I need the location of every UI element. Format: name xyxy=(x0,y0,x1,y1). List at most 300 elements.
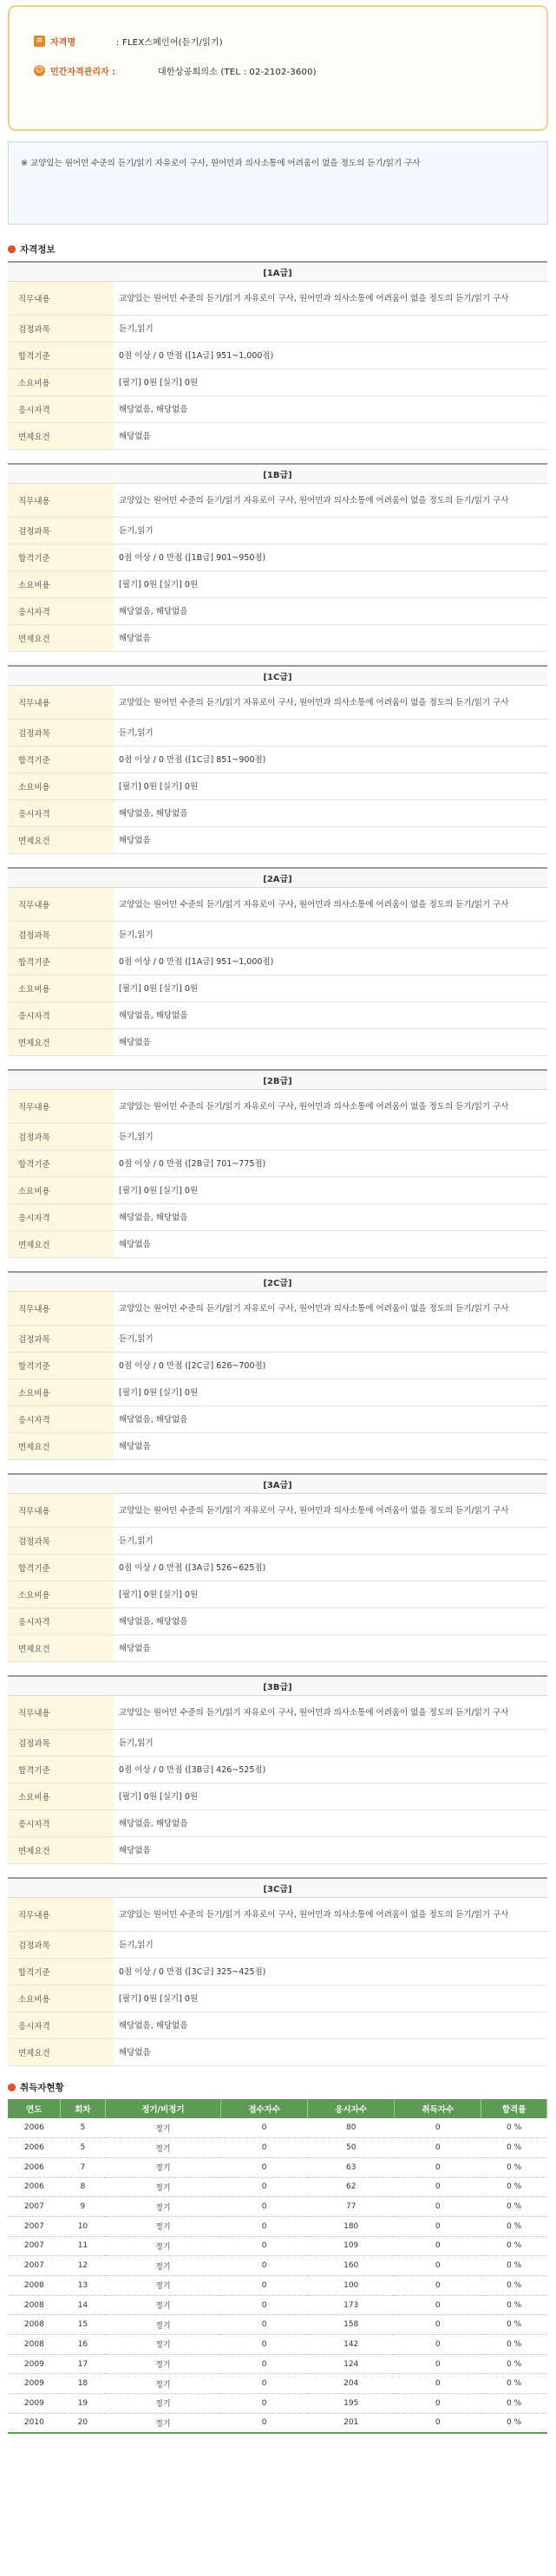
grade-row-label: 소요비용 xyxy=(8,1986,114,2012)
table-body xyxy=(8,2118,547,2433)
grade-row-subjects xyxy=(8,316,547,342)
table-cell: 0 xyxy=(395,2315,481,2335)
table-cell: 0 % xyxy=(481,2216,547,2236)
table-cell: 0 xyxy=(221,2197,308,2217)
table-cell: 12 xyxy=(61,2256,105,2276)
grade-row-value: 해당없음, 해당없음 xyxy=(119,808,188,818)
grade-row-label: 직무내용 xyxy=(8,484,114,517)
summary-bullet: ※ xyxy=(21,159,28,168)
grade-row-exemption xyxy=(8,625,547,652)
grade-row-exemption xyxy=(8,827,547,854)
grade-row-value: 0점 이상 / 0 만점 ([3C급] 325~425점) xyxy=(119,1966,266,1977)
table-cell: 0 % xyxy=(481,2354,547,2374)
table-cell: 0 % xyxy=(481,2118,547,2138)
grade-row-value: 교양있는 원어민 수준의 듣기/읽기 자유로이 구사, 원어민과 의사소통에 어려움이 없을 정도의 듣기/읽기 구사 xyxy=(119,1505,509,1516)
grade-block xyxy=(8,1877,547,2066)
grade-row-label: 면제요건 xyxy=(8,1837,114,1863)
grade-row-value: 해당없음 xyxy=(119,431,151,441)
table-cell: 0 xyxy=(395,2256,481,2276)
grade-row-eligibility xyxy=(8,1608,547,1635)
grade-row-label: 응시자격 xyxy=(8,1406,114,1432)
acquisition-stats-table xyxy=(8,2099,547,2434)
table-cell: 2007 xyxy=(8,2197,61,2217)
grade-row-duty xyxy=(8,282,547,316)
table-cell: 0 xyxy=(395,2394,481,2414)
table-cell: 정기 xyxy=(105,2256,221,2276)
section-title-stats xyxy=(8,2080,548,2094)
grade-row-value: 0점 이상 / 0 만점 ([1C급] 851~900점) xyxy=(119,754,266,765)
grade-row-duty xyxy=(8,1090,547,1124)
table-row xyxy=(8,2413,547,2433)
grade-row-value: 듣기,읽기 xyxy=(119,727,154,738)
table-cell: 정기 xyxy=(105,2236,221,2256)
table-row xyxy=(8,2394,547,2414)
grade-row-label: 합격기준 xyxy=(8,1757,114,1783)
table-cell: 0 xyxy=(395,2177,481,2197)
grade-row-value: 교양있는 원어민 수준의 듣기/읽기 자유로이 구사, 원어민과 의사소통에 어려움이 없을 정도의 듣기/읽기 구사 xyxy=(119,1303,509,1314)
table-cell: 20 xyxy=(61,2413,105,2433)
grade-row-value: 듣기,읽기 xyxy=(119,1940,154,1950)
grade-row-exemption xyxy=(8,1231,547,1258)
qualification-org-row xyxy=(22,61,534,80)
qualification-name-row xyxy=(22,31,534,50)
grade-row-label: 직무내용 xyxy=(8,1696,114,1729)
grade-row-value: 해당없음, 해당없음 xyxy=(119,1414,188,1425)
table-cell: 정기 xyxy=(105,2315,221,2335)
grade-row-value: 해당없음, 해당없음 xyxy=(119,1010,188,1021)
grade-row-value: 0점 이상 / 0 만점 ([2B급] 701~775점) xyxy=(119,1158,266,1169)
column-header: 합격률 xyxy=(481,2099,547,2118)
table-cell: 2006 xyxy=(8,2138,61,2158)
grade-row-label: 면제요건 xyxy=(8,625,114,651)
table-cell: 0 xyxy=(221,2413,308,2433)
grade-row-pass xyxy=(8,1757,547,1784)
grade-row-value: 듣기,읽기 xyxy=(119,1536,154,1546)
grade-row-exemption xyxy=(8,1635,547,1662)
table-cell: 0 xyxy=(221,2276,308,2296)
grade-row-pass xyxy=(8,545,547,571)
grade-row-eligibility xyxy=(8,1002,547,1029)
grade-row-value: 듣기,읽기 xyxy=(119,1131,154,1142)
column-header: 연도 xyxy=(8,2099,61,2118)
qualification-summary xyxy=(8,141,548,225)
grade-title: [2A급] xyxy=(8,869,547,888)
grade-block xyxy=(8,867,547,1056)
grade-row-label: 소요비용 xyxy=(8,773,114,799)
grade-row-value: 듣기,읽기 xyxy=(119,929,154,940)
grade-row-label: 직무내용 xyxy=(8,1494,114,1527)
grade-row-label: 검정과목 xyxy=(8,316,114,342)
grade-row-value: 교양있는 원어민 수준의 듣기/읽기 자유로이 구사, 원어민과 의사소통에 어려움이 없을 정도의 듣기/읽기 구사 xyxy=(119,899,509,910)
grade-row-value: [필기] 0원 [실기] 0원 xyxy=(119,983,199,994)
table-cell: 158 xyxy=(308,2315,395,2335)
grade-row-label: 응시자격 xyxy=(8,1204,114,1230)
table-cell: 2009 xyxy=(8,2354,61,2374)
grade-row-label: 합격기준 xyxy=(8,1151,114,1177)
grade-row-label: 합격기준 xyxy=(8,1353,114,1379)
grade-block xyxy=(8,463,547,652)
table-cell: 19 xyxy=(61,2394,105,2414)
table-row xyxy=(8,2335,547,2355)
table-cell: 정기 xyxy=(105,2354,221,2374)
table-cell: 2008 xyxy=(8,2276,61,2296)
grade-row-exemption xyxy=(8,1837,547,1864)
grade-row-value: 해당없음 xyxy=(119,1845,151,1855)
grade-row-subjects xyxy=(8,1730,547,1757)
grade-row-value: 해당없음, 해당없음 xyxy=(119,404,188,414)
grade-row-value: 교양있는 원어민 수준의 듣기/읽기 자유로이 구사, 원어민과 의사소통에 어려움이 없을 정도의 듣기/읽기 구사 xyxy=(119,1101,509,1112)
table-cell: 109 xyxy=(308,2236,395,2256)
table-cell: 정기 xyxy=(105,2118,221,2138)
table-cell: 0 % xyxy=(481,2256,547,2276)
grade-row-value: 해당없음 xyxy=(119,835,151,845)
table-cell: 0 xyxy=(221,2295,308,2315)
grade-row-cost xyxy=(8,1379,547,1406)
table-cell: 정기 xyxy=(105,2157,221,2177)
grade-row-cost xyxy=(8,369,547,396)
table-cell: 13 xyxy=(61,2276,105,2296)
grade-row-label: 합격기준 xyxy=(8,545,114,571)
column-header: 회차 xyxy=(61,2099,105,2118)
grade-row-duty xyxy=(8,1494,547,1528)
table-cell: 100 xyxy=(308,2276,395,2296)
grade-title: [1B급] xyxy=(8,465,547,484)
table-row xyxy=(8,2118,547,2138)
grade-list xyxy=(8,261,548,2066)
grade-row-subjects xyxy=(8,1326,547,1353)
table-row xyxy=(8,2276,547,2296)
grade-row-label: 응시자격 xyxy=(8,800,114,826)
table-cell: 0 xyxy=(221,2335,308,2355)
grade-row-value: 해당없음, 해당없음 xyxy=(119,1212,188,1223)
table-cell: 정기 xyxy=(105,2276,221,2296)
summary-text xyxy=(21,158,535,170)
grade-row-value: [필기] 0원 [실기] 0원 xyxy=(119,781,199,792)
grade-row-value: 듣기,읽기 xyxy=(119,525,154,536)
table-cell: 2010 xyxy=(8,2413,61,2433)
grade-row-value: 듣기,읽기 xyxy=(119,1334,154,1344)
grade-row-eligibility xyxy=(8,1810,547,1837)
table-cell: 160 xyxy=(308,2256,395,2276)
grade-row-subjects xyxy=(8,720,547,747)
table-cell: 0 xyxy=(221,2256,308,2276)
grade-title: [3A급] xyxy=(8,1475,547,1494)
grade-row-value: 해당없음 xyxy=(119,2047,151,2058)
table-cell: 18 xyxy=(61,2374,105,2394)
grade-row-exemption xyxy=(8,423,547,450)
grade-row-duty xyxy=(8,888,547,922)
grade-row-value: 해당없음, 해당없음 xyxy=(119,1818,188,1829)
table-cell: 0 xyxy=(395,2413,481,2433)
table-cell: 195 xyxy=(308,2394,395,2414)
grade-row-value: 해당없음 xyxy=(119,633,151,643)
table-cell: 0 xyxy=(395,2138,481,2158)
column-header: 접수자수 xyxy=(221,2099,308,2118)
table-cell: 0 xyxy=(395,2236,481,2256)
grade-row-pass xyxy=(8,1353,547,1379)
grade-row-label: 면제요건 xyxy=(8,2039,114,2065)
grade-row-label: 소요비용 xyxy=(8,975,114,1001)
table-cell: 0 % xyxy=(481,2394,547,2414)
table-row xyxy=(8,2157,547,2177)
table-cell: 0 xyxy=(395,2197,481,2217)
grade-row-label: 합격기준 xyxy=(8,949,114,975)
grade-block xyxy=(8,1675,547,1864)
table-cell: 0 xyxy=(221,2315,308,2335)
table-cell: 2007 xyxy=(8,2236,61,2256)
grade-row-eligibility xyxy=(8,1204,547,1231)
qualification-name-value: : FLEX스페인어(듣기/읽기) xyxy=(116,37,223,48)
section-title-text: 취득자현황 xyxy=(20,2082,64,2093)
grade-row-value: 교양있는 원어민 수준의 듣기/읽기 자유로이 구사, 원어민과 의사소통에 어려움이 없을 정도의 듣기/읽기 구사 xyxy=(119,697,509,708)
table-cell: 5 xyxy=(61,2118,105,2138)
grade-title: [1C급] xyxy=(8,667,547,686)
table-cell: 0 % xyxy=(481,2315,547,2335)
table-row xyxy=(8,2374,547,2394)
grade-row-duty xyxy=(8,484,547,518)
grade-row-subjects xyxy=(8,1124,547,1151)
table-cell: 0 xyxy=(221,2236,308,2256)
table-cell: 0 xyxy=(395,2276,481,2296)
grade-row-label: 응시자격 xyxy=(8,1608,114,1634)
table-cell: 2009 xyxy=(8,2394,61,2414)
table-cell: 204 xyxy=(308,2374,395,2394)
grade-row-cost xyxy=(8,1177,547,1204)
table-cell: 0 % xyxy=(481,2197,547,2217)
grade-title: [1A급] xyxy=(8,263,547,282)
grade-row-value: 교양있는 원어민 수준의 듣기/읽기 자유로이 구사, 원어민과 의사소통에 어려움이 없을 정도의 듣기/읽기 구사 xyxy=(119,293,509,303)
grade-row-duty xyxy=(8,1292,547,1326)
grade-block xyxy=(8,665,547,854)
table-cell: 0 % xyxy=(481,2295,547,2315)
grade-row-label: 소요비용 xyxy=(8,369,114,395)
grade-row-cost xyxy=(8,1986,547,2012)
table-cell: 2006 xyxy=(8,2118,61,2138)
grade-row-label: 검정과목 xyxy=(8,1124,114,1150)
table-cell: 0 xyxy=(395,2295,481,2315)
table-cell: 정기 xyxy=(105,2295,221,2315)
grade-row-label: 소요비용 xyxy=(8,571,114,597)
grade-row-value: 0점 이상 / 0 만점 ([1A급] 951~1,000점) xyxy=(119,350,274,361)
grade-title: [2B급] xyxy=(8,1071,547,1090)
grade-row-value: [필기] 0원 [실기] 0원 xyxy=(119,579,199,590)
table-row xyxy=(8,2216,547,2236)
table-cell: 정기 xyxy=(105,2197,221,2217)
table-cell: 0 % xyxy=(481,2335,547,2355)
grade-row-exemption xyxy=(8,1029,547,1056)
grade-row-value: [필기] 0원 [실기] 0원 xyxy=(119,1387,199,1398)
grade-row-value: 0점 이상 / 0 만점 ([3B급] 426~525점) xyxy=(119,1764,266,1775)
grade-block xyxy=(8,1271,547,1460)
grade-row-label: 직무내용 xyxy=(8,888,114,921)
grade-row-cost xyxy=(8,1784,547,1810)
grade-row-subjects xyxy=(8,1528,547,1555)
table-cell: 11 xyxy=(61,2236,105,2256)
grade-row-label: 검정과목 xyxy=(8,518,114,544)
table-cell: 124 xyxy=(308,2354,395,2374)
table-cell: 0 xyxy=(395,2157,481,2177)
grade-row-label: 합격기준 xyxy=(8,747,114,773)
table-cell: 77 xyxy=(308,2197,395,2217)
table-cell: 173 xyxy=(308,2295,395,2315)
grade-row-pass xyxy=(8,949,547,975)
grade-row-duty xyxy=(8,686,547,720)
table-row xyxy=(8,2295,547,2315)
grade-row-subjects xyxy=(8,922,547,949)
table-cell: 0 xyxy=(221,2374,308,2394)
table-cell: 2007 xyxy=(8,2256,61,2276)
grade-row-value: [필기] 0원 [실기] 0원 xyxy=(119,1993,199,2004)
table-cell: 142 xyxy=(308,2335,395,2355)
table-cell: 0 xyxy=(395,2335,481,2355)
grade-row-label: 합격기준 xyxy=(8,1959,114,1985)
table-cell: 0 % xyxy=(481,2374,547,2394)
grade-row-value: [필기] 0원 [실기] 0원 xyxy=(119,1791,199,1802)
grade-row-value: [필기] 0원 [실기] 0원 xyxy=(119,1589,199,1600)
organization-icon: ☺ xyxy=(35,66,44,75)
grade-row-cost xyxy=(8,1581,547,1608)
grade-row-value: 교양있는 원어민 수준의 듣기/읽기 자유로이 구사, 원어민과 의사소통에 어려움이 없을 정도의 듣기/읽기 구사 xyxy=(119,495,509,505)
table-cell: 0 % xyxy=(481,2138,547,2158)
grade-row-label: 면제요건 xyxy=(8,1029,114,1055)
grade-row-value: 해당없음 xyxy=(119,1643,151,1653)
grade-row-value: [필기] 0원 [실기] 0원 xyxy=(119,1185,199,1196)
table-cell: 7 xyxy=(61,2157,105,2177)
grade-row-value: 교양있는 원어민 수준의 듣기/읽기 자유로이 구사, 원어민과 의사소통에 어려움이 없을 정도의 듣기/읽기 구사 xyxy=(119,1707,509,1718)
table-cell: 정기 xyxy=(105,2216,221,2236)
table-row xyxy=(8,2315,547,2335)
grade-row-label: 직무내용 xyxy=(8,1292,114,1325)
table-cell: 정기 xyxy=(105,2177,221,2197)
grade-title: [3B급] xyxy=(8,1677,547,1696)
grade-row-value: 해당없음, 해당없음 xyxy=(119,2020,188,2031)
grade-row-label: 합격기준 xyxy=(8,1555,114,1581)
grade-row-value: 해당없음, 해당없음 xyxy=(119,1616,188,1627)
document-icon: ≡ xyxy=(34,36,45,47)
grade-row-label: 소요비용 xyxy=(8,1784,114,1810)
grade-row-label: 면제요건 xyxy=(8,1433,114,1459)
qualification-name-label: 자격명 xyxy=(50,37,75,48)
grade-row-value: 0점 이상 / 0 만점 ([3A급] 526~625점) xyxy=(119,1562,266,1573)
table-row xyxy=(8,2177,547,2197)
table-row xyxy=(8,2354,547,2374)
grade-row-exemption xyxy=(8,1433,547,1460)
table-cell: 14 xyxy=(61,2295,105,2315)
table-cell: 2009 xyxy=(8,2374,61,2394)
grade-row-eligibility xyxy=(8,396,547,423)
table-cell: 0 % xyxy=(481,2236,547,2256)
table-cell: 17 xyxy=(61,2354,105,2374)
table-cell: 0 xyxy=(221,2216,308,2236)
grade-title: [2C급] xyxy=(8,1273,547,1292)
grade-row-value: 해당없음 xyxy=(119,1239,151,1249)
table-cell: 0 xyxy=(221,2354,308,2374)
grade-row-cost xyxy=(8,975,547,1002)
summary-body: 교양있는 원어민 수준의 듣기/읽기 자유로이 구사, 원어민과 의사소통에 어려움이 없을 정도의 듣기/읽기 구사 xyxy=(30,159,421,168)
grade-row-label: 검정과목 xyxy=(8,720,114,746)
grade-row-duty xyxy=(8,1696,547,1730)
table-cell: 8 xyxy=(61,2177,105,2197)
grade-row-eligibility xyxy=(8,1406,547,1433)
table-cell: 80 xyxy=(308,2118,395,2138)
table-cell: 180 xyxy=(308,2216,395,2236)
grade-row-label: 직무내용 xyxy=(8,686,114,719)
table-cell: 2008 xyxy=(8,2335,61,2355)
grade-block xyxy=(8,261,547,450)
grade-row-value: 해당없음 xyxy=(119,1037,151,1047)
grade-row-value: [필기] 0원 [실기] 0원 xyxy=(119,377,199,388)
grade-row-label: 검정과목 xyxy=(8,1932,114,1958)
table-cell: 9 xyxy=(61,2197,105,2217)
grade-row-label: 검정과목 xyxy=(8,1730,114,1756)
section-title-text: 자격정보 xyxy=(20,244,56,255)
grade-row-eligibility xyxy=(8,800,547,827)
grade-row-exemption xyxy=(8,2039,547,2066)
grade-row-eligibility xyxy=(8,2012,547,2039)
table-row xyxy=(8,2197,547,2217)
grade-row-label: 소요비용 xyxy=(8,1581,114,1608)
column-header: 응시자수 xyxy=(308,2099,395,2118)
table-cell: 2006 xyxy=(8,2157,61,2177)
table-cell: 0 xyxy=(395,2374,481,2394)
grade-row-value: 해당없음, 해당없음 xyxy=(119,606,188,616)
table-row xyxy=(8,2138,547,2158)
grade-row-label: 검정과목 xyxy=(8,922,114,948)
section-bullet-icon xyxy=(8,2084,16,2091)
table-cell: 0 xyxy=(395,2216,481,2236)
table-cell: 16 xyxy=(61,2335,105,2355)
table-cell: 15 xyxy=(61,2315,105,2335)
grade-row-pass xyxy=(8,747,547,773)
grade-row-label: 합격기준 xyxy=(8,342,114,368)
table-cell: 63 xyxy=(308,2157,395,2177)
grade-row-value: 해당없음 xyxy=(119,1441,151,1451)
table-cell: 0 xyxy=(395,2354,481,2374)
grade-row-label: 직무내용 xyxy=(8,1898,114,1931)
grade-row-label: 면제요건 xyxy=(8,1231,114,1257)
table-cell: 10 xyxy=(61,2216,105,2236)
grade-row-cost xyxy=(8,773,547,800)
grade-row-label: 직무내용 xyxy=(8,1090,114,1123)
grade-row-pass xyxy=(8,1555,547,1581)
table-cell: 0 % xyxy=(481,2413,547,2433)
grade-block xyxy=(8,1069,547,1258)
grade-row-value: 듣기,읽기 xyxy=(119,1738,154,1748)
table-cell: 0 xyxy=(221,2138,308,2158)
qualification-org-label: 민간자격관리자 : xyxy=(50,67,116,77)
table-cell: 2007 xyxy=(8,2216,61,2236)
grade-row-value: 0점 이상 / 0 만점 ([1A급] 951~1,000점) xyxy=(119,956,274,967)
grade-row-label: 면제요건 xyxy=(8,827,114,853)
grade-row-duty xyxy=(8,1898,547,1932)
grade-row-subjects xyxy=(8,518,547,545)
section-title-info xyxy=(8,242,548,256)
table-cell: 0 % xyxy=(481,2177,547,2197)
table-cell: 0 xyxy=(221,2394,308,2414)
qualification-org-value: 대한상공회의소 (TEL : 02-2102-3600) xyxy=(158,67,317,77)
column-header: 취득자수 xyxy=(395,2099,481,2118)
grade-title: [3C급] xyxy=(8,1879,547,1898)
grade-block xyxy=(8,1473,547,1662)
table-cell: 정기 xyxy=(105,2413,221,2433)
table-cell: 정기 xyxy=(105,2374,221,2394)
table-cell: 2008 xyxy=(8,2315,61,2335)
grade-row-label: 면제요건 xyxy=(8,423,114,449)
section-bullet-icon xyxy=(8,245,16,253)
table-cell: 5 xyxy=(61,2138,105,2158)
grade-row-label: 검정과목 xyxy=(8,1528,114,1554)
grade-row-label: 응시자격 xyxy=(8,1810,114,1836)
